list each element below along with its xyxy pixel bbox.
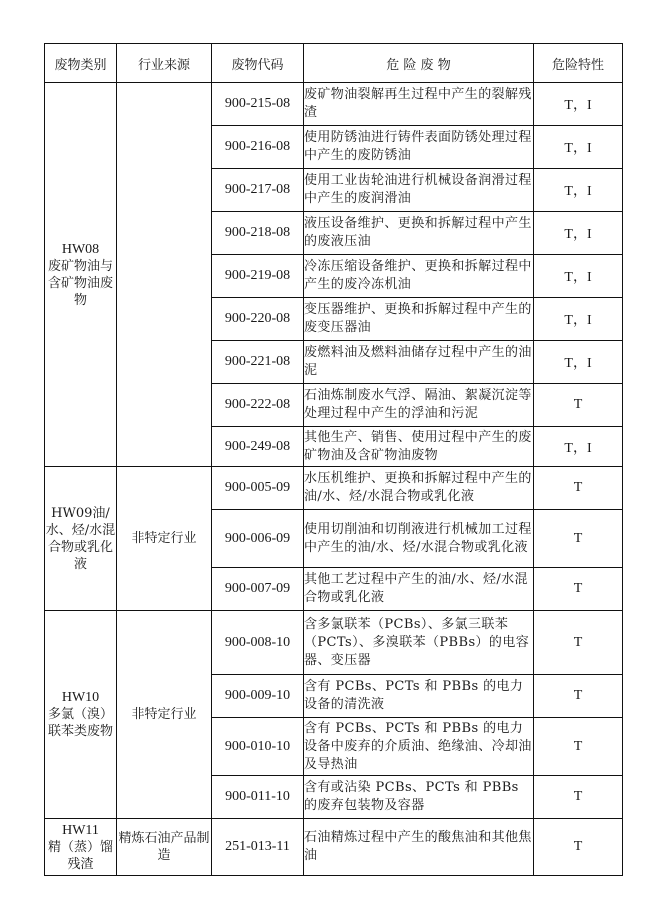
category-cell [45,819,117,876]
hazard-characteristic: T，I [534,83,623,126]
header-category: 废物类别 [45,44,117,83]
hazard-characteristic: T，I [534,341,623,384]
category-code: HW10 [61,690,100,705]
table-header-row [45,44,623,83]
category-code: HW09 [51,505,93,521]
waste-code: 900-217-08 [212,169,304,212]
category-cell [45,83,117,467]
category-code: HW11 [62,822,99,838]
source-cell: 非特定行业 [117,467,212,611]
waste-description: 水压机维护、更换和拆解过程中产生的油/水、烃/水混合物或乳化液 [304,467,534,510]
hazard-characteristic: T [534,568,623,611]
waste-code: 900-249-08 [212,427,304,467]
hazardous-waste-table [44,43,623,876]
table-row [45,819,623,876]
waste-code: 900-007-09 [212,568,304,611]
hazard-characteristic: T，I [534,298,623,341]
hazard-characteristic: T [534,510,623,568]
waste-code: 900-219-08 [212,255,304,298]
table-row [45,611,623,675]
waste-code: 900-005-09 [212,467,304,510]
waste-description: 含有 PCBs、PCTs 和 PBBs 的电力设备中废弃的介质油、绝缘油、冷却油及导热油 [304,718,534,776]
hazard-characteristic: T [534,675,623,718]
waste-description: 使用工业齿轮油进行机械设备润滑过程中产生的废润滑油 [304,169,534,212]
header-characteristic: 危险特性 [534,44,623,83]
hazard-characteristic: T [534,718,623,776]
waste-code: 900-220-08 [212,298,304,341]
waste-code: 900-222-08 [212,384,304,427]
category-cell [45,611,117,819]
waste-description: 废矿物油裂解再生过程中产生的裂解残渣 [304,83,534,126]
category-name: 多氯（溴）联苯类废物 [47,707,113,739]
hazard-characteristic: T，I [534,255,623,298]
waste-code: 900-009-10 [212,675,304,718]
waste-code: 900-011-10 [212,776,304,819]
table-row [45,83,623,126]
waste-code: 900-008-10 [212,611,304,675]
header-code: 废物代码 [212,44,304,83]
waste-code: 251-013-11 [212,819,304,876]
category-name: 废矿物油与含矿物油废物 [47,258,113,308]
waste-code: 900-218-08 [212,212,304,255]
category-name: 油/水、烃/水混合物或乳化液 [45,505,116,572]
waste-description: 使用防锈油进行铸件表面防锈处理过程中产生的废防锈油 [304,126,534,169]
hazard-characteristic: T [534,776,623,819]
source-cell: 非特定行业 [117,611,212,819]
category-code: HW08 [61,241,100,257]
waste-code: 900-215-08 [212,83,304,126]
waste-description: 含有或沾染 PCBs、PCTs 和 PBBs 的废弃包装物及容器 [304,776,534,819]
hazard-characteristic: T [534,467,623,510]
waste-description: 变压器维护、更换和拆解过程中产生的废变压器油 [304,298,534,341]
hazard-characteristic: T，I [534,126,623,169]
hazard-characteristic: T [534,384,623,427]
hazard-characteristic: T，I [534,212,623,255]
waste-description: 冷冻压缩设备维护、更换和拆解过程中产生的废冷冻机油 [304,255,534,298]
source-cell: 精炼石油产品制造 [117,819,212,876]
waste-description: 石油炼制废水气浮、隔油、絮凝沉淀等处理过程中产生的浮油和污泥 [304,384,534,427]
category-cell [45,467,117,611]
hazard-characteristic: T [534,611,623,675]
waste-description: 液压设备维护、更换和拆解过程中产生的废液压油 [304,212,534,255]
table-row [45,467,623,510]
hazard-characteristic: T，I [534,169,623,212]
source-cell [117,83,212,467]
waste-description: 其他工艺过程中产生的油/水、烃/水混合物或乳化液 [304,568,534,611]
waste-description: 其他生产、销售、使用过程中产生的废矿物油及含矿物油废物 [304,427,534,467]
waste-description: 含有 PCBs、PCTs 和 PBBs 的电力设备的清洗液 [304,675,534,718]
waste-description: 废燃料油及燃料油储存过程中产生的油泥 [304,341,534,384]
waste-description: 使用切削油和切削液进行机械加工过程中产生的油/水、烃/水混合物或乳化液 [304,510,534,568]
header-source: 行业来源 [117,44,212,83]
category-name: 精（蒸）馏残渣 [47,839,113,872]
hazard-characteristic: T [534,819,623,876]
waste-description: 石油精炼过程中产生的酸焦油和其他焦油 [304,819,534,876]
waste-code: 900-006-09 [212,510,304,568]
waste-code: 900-010-10 [212,718,304,776]
waste-code: 900-221-08 [212,341,304,384]
header-waste: 危 险 废 物 [304,44,534,83]
hazard-characteristic: T，I [534,427,623,467]
waste-description: 含多氯联苯（PCBs）、多氯三联苯（PCTs）、多溴联苯（PBBs）的电容器、变压器 [304,611,534,675]
waste-code: 900-216-08 [212,126,304,169]
